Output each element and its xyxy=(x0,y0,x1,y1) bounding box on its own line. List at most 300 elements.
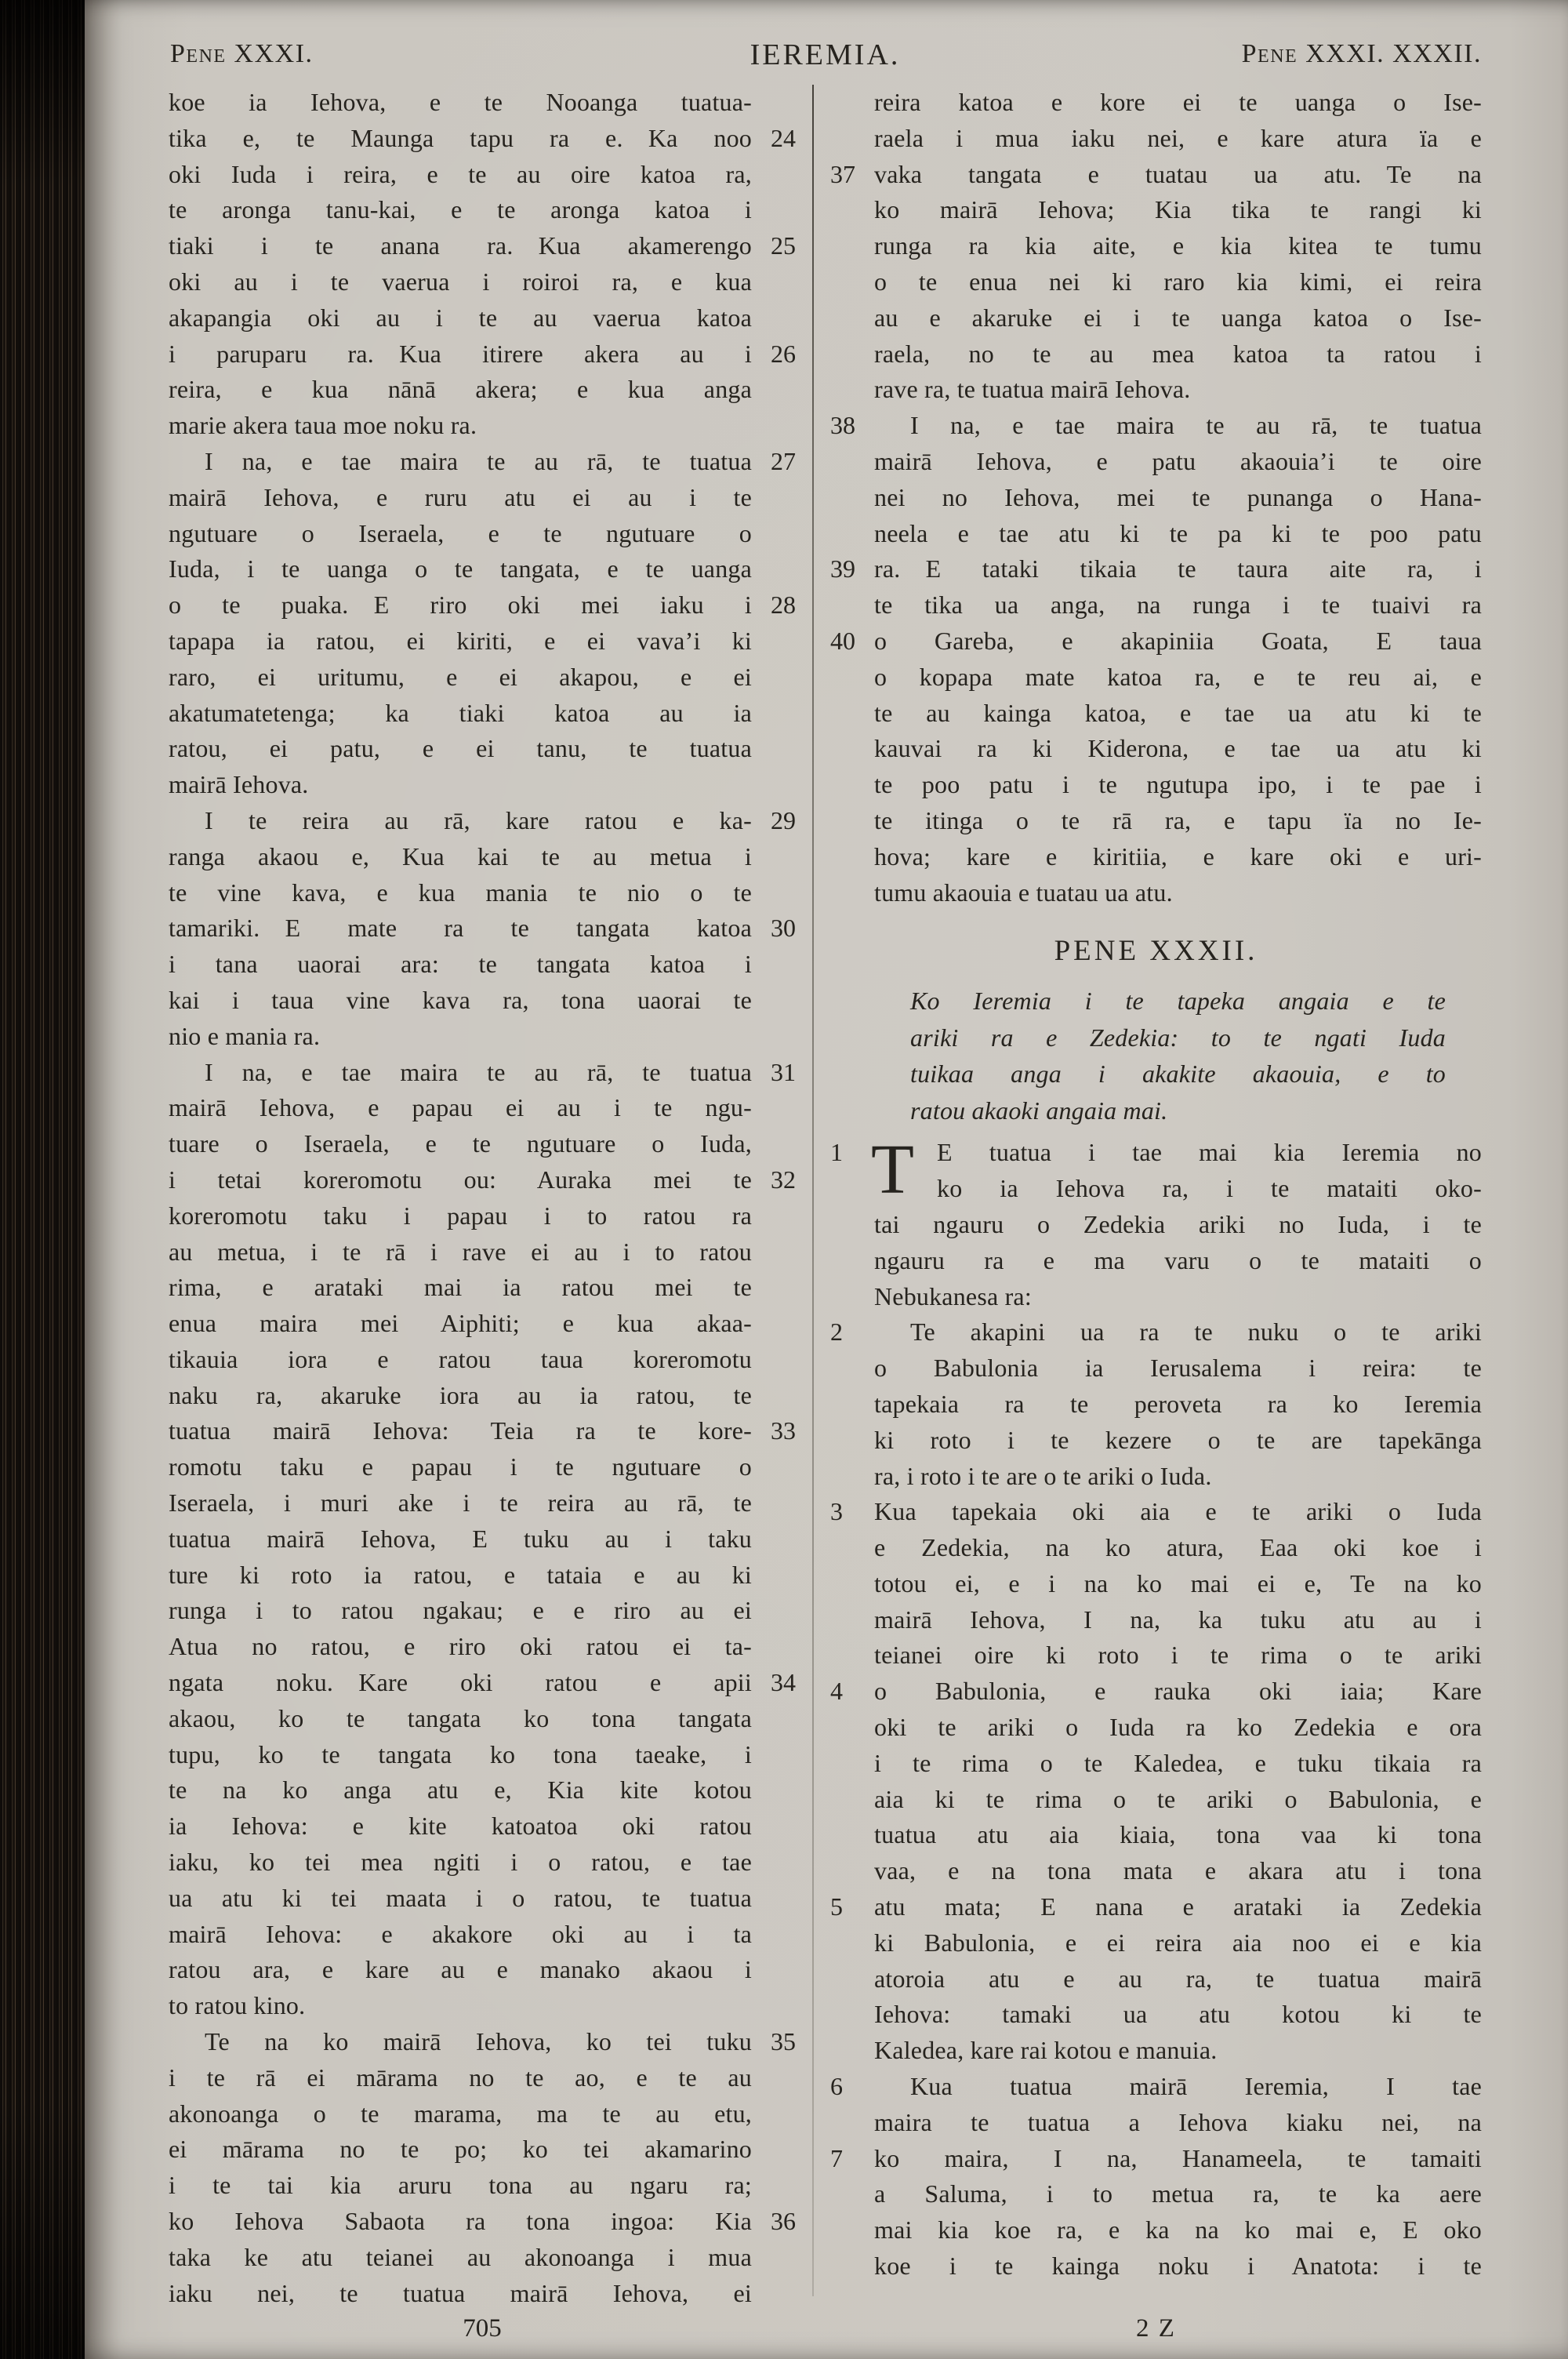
verse-text-line xyxy=(169,731,796,767)
line-text: I na, e tae maira te au rā, te tuatua xyxy=(910,411,1482,440)
verse-text-line xyxy=(830,2141,1482,2177)
line-text: E tuatua i tae mai kia Ieremia no xyxy=(937,1138,1482,1167)
verse-number xyxy=(752,2060,796,2096)
verse-number xyxy=(830,444,874,480)
verse-text-line xyxy=(169,1019,796,1055)
verse-number xyxy=(752,192,796,228)
line-text: rave ra, te tuatua mairā Iehova. xyxy=(874,375,1191,404)
verse-number xyxy=(830,1746,874,1782)
verse-number xyxy=(752,1019,796,1055)
verse-number xyxy=(752,1270,796,1306)
line-text: tuatua mairā Iehova: Teia ra te kore- xyxy=(169,1416,752,1445)
verse-text-line xyxy=(169,1342,796,1378)
verse-number: 29 xyxy=(771,805,796,834)
line-text: ko maira, I na, Hanameela, te tamaiti xyxy=(874,2143,1482,2172)
line-text: mairā Iehova. xyxy=(169,770,309,799)
verse-text-line xyxy=(169,2096,796,2132)
verse-number xyxy=(752,1306,796,1342)
verse-text-line xyxy=(169,1808,796,1845)
verse-number: 7 xyxy=(830,2143,843,2172)
verse-text-line xyxy=(169,1270,796,1306)
text-columns xyxy=(169,85,1482,2311)
line-text: te itinga o te rā ra, e tapu ïa no Ie- xyxy=(874,805,1482,834)
verse-number xyxy=(830,1387,874,1423)
verse-number xyxy=(830,1350,874,1387)
left-column xyxy=(169,85,796,2311)
verse-number xyxy=(830,2176,874,2212)
verse-text-line xyxy=(169,839,796,875)
line-text: o te enua nei ki raro kia kimi, ei reira xyxy=(874,267,1482,296)
verse-text-line xyxy=(169,911,796,947)
line-text: to ratou kino. xyxy=(169,1991,306,2020)
verse-text-line xyxy=(830,1782,1482,1818)
verse-number xyxy=(752,696,796,732)
line-text: runga ra kia aite, e kia kitea te tumu xyxy=(874,231,1482,260)
chapter-summary-line xyxy=(830,1092,1482,1129)
verse-number: 26 xyxy=(771,339,796,368)
verse-text-line xyxy=(830,1602,1482,1638)
verse-number xyxy=(830,1056,874,1092)
verse-number xyxy=(830,696,874,732)
verse-number: 31 xyxy=(771,1057,796,1086)
chapter-summary-line xyxy=(830,1056,1482,1092)
verse-text-line xyxy=(830,2069,1482,2105)
verse-number: 5 xyxy=(830,1892,843,1921)
verse-number xyxy=(830,2212,874,2248)
verse-number: 33 xyxy=(771,1416,796,1445)
line-text: ariki ra e Zedekia: to te ngati Iuda xyxy=(910,1023,1446,1052)
verse-text-line xyxy=(830,1279,1482,1315)
verse-number xyxy=(752,983,796,1019)
line-text: ia Iehova: e kite katoatoa oki ratou xyxy=(169,1812,752,1841)
line-text: Te akapini ua ra te nuku o te ariki xyxy=(910,1318,1482,1347)
line-text: Iseraela, i muri ake i te reira au rā, te xyxy=(169,1488,752,1518)
book-fore-edge xyxy=(0,0,93,2359)
verse-text-line xyxy=(830,408,1482,444)
verse-text-line xyxy=(169,1378,796,1414)
verse-text-line xyxy=(830,228,1482,264)
line-text: tupu, ko te tangata ko tona taeake, i xyxy=(169,1739,752,1768)
line-text: reira, e kua nānā akera; e kua anga xyxy=(169,375,752,404)
verse-text-line xyxy=(830,623,1482,660)
verse-text-line xyxy=(169,1198,796,1234)
line-text: i tetai koreromotu ou: Auraka mei te xyxy=(169,1165,752,1194)
verse-number: 32 xyxy=(771,1165,796,1194)
line-text: koe ia Iehova, e te Nooanga tuatua- xyxy=(169,88,752,116)
verse-text-line xyxy=(169,2204,796,2240)
verse-number xyxy=(830,300,874,336)
verse-text-line xyxy=(169,264,796,300)
verse-number: 34 xyxy=(771,1668,796,1697)
verse-text-line xyxy=(169,516,796,552)
verse-number xyxy=(752,1593,796,1629)
line-text: ratou, ei patu, e ei tanu, te tuatua xyxy=(169,734,752,763)
line-text: o te puaka. E riro oki mei iaku i xyxy=(169,591,752,620)
line-text: a Saluma, i to metua ra, te ka aere xyxy=(874,2179,1482,2208)
line-text: naku ra, akaruke iora au ia ratou, te xyxy=(169,1380,752,1409)
verse-text-line xyxy=(830,1494,1482,1530)
line-text: Nebukanesa ra: xyxy=(874,1281,1032,1310)
verse-number xyxy=(752,85,796,121)
verse-text-line xyxy=(830,121,1482,157)
verse-text-line xyxy=(830,1637,1482,1674)
verse-text-line xyxy=(830,767,1482,803)
verse-text-line xyxy=(830,2105,1482,2141)
verse-number: 39 xyxy=(830,554,855,583)
line-text: taka ke atu teianei au akonoanga i mua xyxy=(169,2242,752,2271)
verse-number xyxy=(752,660,796,696)
verse-text-line xyxy=(169,2024,796,2060)
verse-number: 1 xyxy=(830,1138,843,1167)
line-text: i te rima o te Kaledea, e tuku tikaia ra xyxy=(874,1748,1482,1777)
line-text: totou ei, e i na ko mai ei e, Te na ko xyxy=(874,1568,1482,1598)
verse-text-line xyxy=(169,1772,796,1808)
line-text: ko mairā Iehova; Kia tika te rangi ki xyxy=(874,195,1482,224)
verse-text-line xyxy=(169,983,796,1019)
line-text: tamariki. E mate ra te tangata katoa xyxy=(169,914,752,943)
line-text: te tika ua anga, na runga i te tuaivi ra xyxy=(874,591,1482,620)
line-text: iaku nei, te tuatua mairā Iehova, ei xyxy=(169,2278,752,2307)
line-text: aia ki te rima o te ariki o Babulonia, e xyxy=(874,1784,1482,1813)
verse-number xyxy=(752,372,796,408)
column-rule xyxy=(812,85,814,2296)
verse-number xyxy=(830,803,874,839)
verse-text-line xyxy=(169,2060,796,2096)
verse-text-line xyxy=(830,336,1482,373)
verse-number xyxy=(830,1997,874,2033)
verse-number: 37 xyxy=(830,159,855,188)
line-text: tikauia iora e ratou taua koreromotu xyxy=(169,1344,752,1373)
line-text: akaou, ko te tangata ko tona tangata xyxy=(169,1703,752,1732)
line-text: ki Babulonia, e ei reira aia noo ei e kia xyxy=(874,1928,1482,1957)
verse-text-line xyxy=(830,1387,1482,1423)
verse-text-line xyxy=(830,1674,1482,1710)
verse-text-line xyxy=(830,1459,1482,1495)
verse-text-line xyxy=(169,1629,796,1665)
verse-number xyxy=(752,1952,796,1988)
verse-number xyxy=(830,1530,874,1566)
verse-number xyxy=(830,1423,874,1459)
line-text: ra. E tataki tikaia te taura aite ra, i xyxy=(874,554,1482,583)
line-text: Kua tapekaia oki aia e te ariki o Iuda xyxy=(874,1497,1482,1526)
verse-number xyxy=(752,1772,796,1808)
line-text: e Zedekia, na ko atura, Eaa oki koe i xyxy=(874,1533,1482,1562)
verse-number xyxy=(830,983,874,1020)
line-text: I te reira au rā, kare ratou e ka- xyxy=(205,805,752,834)
verse-text-line xyxy=(830,2248,1482,2284)
line-text: ua atu ki tei maata i o ratou, te tuatua xyxy=(169,1883,752,1912)
verse-number xyxy=(830,1207,874,1243)
verse-number xyxy=(830,516,874,552)
line-text: tuare o Iseraela, e te ngutuare o Iuda, xyxy=(169,1129,752,1158)
verse-number: 25 xyxy=(771,231,796,260)
verse-number xyxy=(752,1881,796,1917)
verse-text-line xyxy=(830,1925,1482,1961)
verse-number xyxy=(752,1090,796,1126)
verse-text-line xyxy=(169,2240,796,2276)
verse-text-line xyxy=(169,803,796,839)
line-text: raro, ei uritumu, e ei akapou, e ei xyxy=(169,662,752,691)
verse-text-line xyxy=(169,2168,796,2204)
line-text: i tana uaorai ara: te tangata katoa i xyxy=(169,950,752,979)
verse-number xyxy=(830,1817,874,1853)
verse-number: 28 xyxy=(771,591,796,620)
verse-text-line xyxy=(169,1162,796,1198)
verse-number: 4 xyxy=(830,1677,843,1706)
verse-text-line xyxy=(169,1988,796,2024)
verse-text-line xyxy=(830,516,1482,552)
verse-text-line xyxy=(169,551,796,587)
verse-text-line xyxy=(830,1171,1482,1207)
verse-number xyxy=(752,2240,796,2276)
line-text: au e akaruke ei i te uanga katoa o Ise- xyxy=(874,303,1482,332)
line-text: ei mārama no te po; ko tei akamarino xyxy=(169,2135,752,2164)
verse-number xyxy=(830,2248,874,2284)
verse-number xyxy=(830,2105,874,2141)
verse-text-line xyxy=(830,731,1482,767)
verse-number xyxy=(830,480,874,516)
line-text: ranga akaou e, Kua kai te au metua i xyxy=(169,841,752,871)
verse-text-line xyxy=(830,192,1482,228)
verse-number xyxy=(752,1845,796,1881)
verse-text-line xyxy=(169,121,796,157)
verse-text-line xyxy=(830,1710,1482,1746)
verse-text-line xyxy=(169,192,796,228)
line-text: I na, e tae maira te au rā, te tuatua xyxy=(205,446,752,475)
verse-number xyxy=(830,1637,874,1674)
verse-text-line xyxy=(169,1558,796,1594)
line-text: oki au i te vaerua i roiroi ra, e kua xyxy=(169,267,752,296)
verse-number xyxy=(752,947,796,983)
verse-number xyxy=(830,1602,874,1638)
verse-number xyxy=(752,623,796,660)
verse-number xyxy=(752,1198,796,1234)
line-text: mairā Iehova, I na, ka tuku atu au i xyxy=(874,1605,1482,1634)
verse-number: 35 xyxy=(771,2027,796,2056)
line-text: i paruparu ra. Kua itirere akera au i xyxy=(169,339,752,368)
verse-text-line xyxy=(830,2212,1482,2248)
verse-text-line xyxy=(169,1593,796,1629)
verse-number xyxy=(830,1782,874,1818)
verse-number: 38 xyxy=(830,411,855,440)
verse-number xyxy=(830,875,874,911)
verse-number: 6 xyxy=(830,2072,843,2101)
line-text: mairā Iehova, e papau ei au i te ngu- xyxy=(169,1093,752,1122)
line-text: o Babulonia ia Ierusalema i reira: te xyxy=(874,1354,1482,1383)
line-text: romotu taku e papau i te ngutuare o xyxy=(169,1452,752,1481)
verse-number xyxy=(830,1566,874,1602)
verse-text-line xyxy=(830,1530,1482,1566)
line-text: ngauru ra e ma varu o te mataiti o xyxy=(874,1245,1482,1274)
verse-number xyxy=(830,192,874,228)
verse-text-line xyxy=(169,2132,796,2168)
verse-text-line xyxy=(830,1746,1482,1782)
verse-text-line xyxy=(830,444,1482,480)
running-head-left: Pene XXXI. xyxy=(170,39,314,68)
verse-text-line xyxy=(169,1126,796,1162)
line-text: Iuda, i te uanga o te tangata, e te uanga xyxy=(169,554,752,583)
page-content xyxy=(169,39,1482,2355)
line-text: tuikaa anga i akakite akaouia, e to xyxy=(910,1060,1446,1089)
verse-number: 24 xyxy=(771,123,796,152)
verse-text-line xyxy=(830,1853,1482,1889)
verse-number xyxy=(830,731,874,767)
verse-number xyxy=(752,1808,796,1845)
line-text: ture ki roto ia ratou, e tataia e au ki xyxy=(169,1560,752,1589)
page-number: 705 xyxy=(463,2314,502,2343)
verse-number: 2 xyxy=(830,1318,843,1347)
verse-number xyxy=(752,2276,796,2312)
running-head-title: IEREMIA. xyxy=(750,38,901,71)
right-column xyxy=(830,85,1482,2284)
line-text: mairā Iehova: e akakore oki au i ta xyxy=(169,1919,752,1948)
verse-number xyxy=(752,1234,796,1270)
line-text: reira katoa e kore ei te uanga o Ise- xyxy=(874,88,1482,116)
verse-number xyxy=(752,2096,796,2132)
verse-text-line xyxy=(830,300,1482,336)
chapter-summary-line xyxy=(830,983,1482,1020)
line-text: mairā Iehova, e patu akaouia’i te oire xyxy=(874,446,1482,475)
line-text: nei no Iehova, mei te punanga o Hana- xyxy=(874,482,1482,511)
verse-number xyxy=(830,85,874,121)
verse-text-line xyxy=(830,839,1482,875)
line-text: tapapa ia ratou, ei kiriti, e ei vava’i ki xyxy=(169,626,752,655)
verse-text-line xyxy=(169,1485,796,1521)
page-footer xyxy=(169,2314,1482,2355)
verse-number xyxy=(830,839,874,875)
verse-text-line xyxy=(169,1665,796,1701)
verse-number xyxy=(752,1701,796,1737)
line-text: ko ia Iehova ra, i te mataiti oko- xyxy=(937,1174,1482,1203)
verse-number xyxy=(830,228,874,264)
verse-number xyxy=(752,1988,796,2024)
line-text: tuatua atu aia kiaia, tona vaa ki tona xyxy=(874,1820,1482,1849)
line-text: maira te tuatua a Iehova kiaku nei, na xyxy=(874,2107,1482,2136)
verse-number xyxy=(830,767,874,803)
verse-text-line xyxy=(830,1314,1482,1350)
line-text: te na ko anga atu e, Kia kite kotou xyxy=(169,1776,752,1805)
line-text: ra, i roto i te are o te ariki o Iuda. xyxy=(874,1461,1212,1490)
verse-text-line xyxy=(169,408,796,444)
verse-text-line xyxy=(830,2033,1482,2069)
verse-text-line xyxy=(830,803,1482,839)
verse-number xyxy=(830,587,874,623)
line-text: te au kainga katoa, e tae ua atu ki te xyxy=(874,698,1482,727)
verse-number xyxy=(830,1925,874,1961)
verse-text-line xyxy=(830,264,1482,300)
line-text: kauvai ra ki Kiderona, e tae ua atu ki xyxy=(874,734,1482,763)
line-text: ratou ara, e kare au e manako akaou i xyxy=(169,1955,752,1984)
verse-number xyxy=(752,480,796,516)
verse-number xyxy=(752,408,796,444)
verse-number xyxy=(752,264,796,300)
verse-text-line xyxy=(169,696,796,732)
verse-text-line xyxy=(169,1521,796,1558)
verse-number xyxy=(752,1485,796,1521)
chapter-heading xyxy=(830,929,1482,973)
verse-number xyxy=(752,875,796,911)
verse-number xyxy=(752,767,796,803)
verse-number xyxy=(830,1279,874,1315)
verse-text-line xyxy=(169,1737,796,1773)
verse-number xyxy=(752,516,796,552)
line-text: runga i to ratou ngakau; e e riro au ei xyxy=(169,1596,752,1625)
line-text: hova; kare e kiritiia, e kare oki e uri- xyxy=(874,841,1482,871)
line-text: teianei oire ki roto i te rima o te ariki xyxy=(874,1641,1482,1670)
line-text: Te na ko mairā Iehova, ko tei tuku xyxy=(205,2027,752,2056)
verse-number xyxy=(830,1853,874,1889)
verse-text-line xyxy=(169,85,796,121)
verse-number xyxy=(752,2168,796,2204)
verse-text-line xyxy=(830,157,1482,193)
column-gap xyxy=(796,85,830,2311)
line-text: te vine kava, e kua mania te nio o te xyxy=(169,878,752,907)
verse-number xyxy=(752,2132,796,2168)
line-text: atoroia atu e au ra, te tuatua mairā xyxy=(874,1964,1482,1993)
verse-number xyxy=(752,1737,796,1773)
verse-text-line xyxy=(830,696,1482,732)
verse-number xyxy=(830,1961,874,1997)
line-text: o kopapa mate katoa ra, e te reu ai, e xyxy=(874,662,1482,691)
verse-number xyxy=(752,551,796,587)
verse-text-line xyxy=(830,587,1482,623)
verse-text-line xyxy=(830,1889,1482,1925)
chapter-summary-line xyxy=(830,1020,1482,1056)
verse-text-line xyxy=(169,947,796,983)
verse-text-line xyxy=(169,587,796,623)
verse-number xyxy=(752,839,796,875)
verse-number xyxy=(752,1126,796,1162)
line-text: koreromotu taku i papau i to ratou ra xyxy=(169,1201,752,1230)
line-text: enua maira mei Aiphiti; e kua akaa- xyxy=(169,1309,752,1338)
line-text: rima, e arataki mai ia ratou mei te xyxy=(169,1273,752,1302)
verse-number: 30 xyxy=(771,914,796,943)
verse-number xyxy=(752,157,796,193)
verse-text-line xyxy=(169,480,796,516)
running-head-right: Pene XXXI. XXXII. xyxy=(1241,39,1482,68)
verse-text-line xyxy=(169,1234,796,1270)
line-text: ko Iehova Sabaota ra tona ingoa: Kia xyxy=(169,2207,752,2236)
line-text: koe i te kainga noku i Anatota: i te xyxy=(874,2252,1482,2281)
line-text: vaa, e na tona mata e akara atu i tona xyxy=(874,1856,1482,1885)
line-text: i te tai kia aruru tona au ngaru ra; xyxy=(169,2171,752,2200)
line-text: vaka tangata e tuatau ua atu. Te na xyxy=(874,159,1482,188)
verse-text-line xyxy=(169,444,796,480)
line-text: ngutuare o Iseraela, e te ngutuare o xyxy=(169,518,752,547)
line-text: nio e mania ra. xyxy=(169,1021,321,1050)
verse-number xyxy=(752,731,796,767)
verse-text-line xyxy=(830,85,1482,121)
drop-cap-initial: T xyxy=(871,1131,914,1209)
verse-text-line xyxy=(169,1055,796,1091)
line-text: ki roto i te kezere o te are tapekānga xyxy=(874,1425,1482,1454)
verse-text-line xyxy=(169,1701,796,1737)
verse-number xyxy=(830,264,874,300)
verse-number xyxy=(830,1020,874,1056)
line-text: raela, no te au mea katoa ta ratou i xyxy=(874,339,1482,368)
verse-text-line xyxy=(830,875,1482,911)
verse-number xyxy=(830,1459,874,1495)
line-text: akapangia oki au i te au vaerua katoa xyxy=(169,303,752,332)
line-text: ratou akaoki angaia mai. xyxy=(910,1096,1168,1125)
verse-text-line xyxy=(169,1449,796,1485)
line-text: Kaledea, kare rai kotou e manuia. xyxy=(874,2036,1218,2065)
verse-text-line xyxy=(169,623,796,660)
line-text: akatumatetenga; ka tiaki katoa au ia xyxy=(169,698,752,727)
line-text: raela i mua iaku nei, e kare atura ïa e xyxy=(874,123,1482,152)
verse-text-line xyxy=(830,1961,1482,1997)
line-text: mai kia koe ra, e ka na ko mai e, E oko xyxy=(874,2215,1482,2245)
